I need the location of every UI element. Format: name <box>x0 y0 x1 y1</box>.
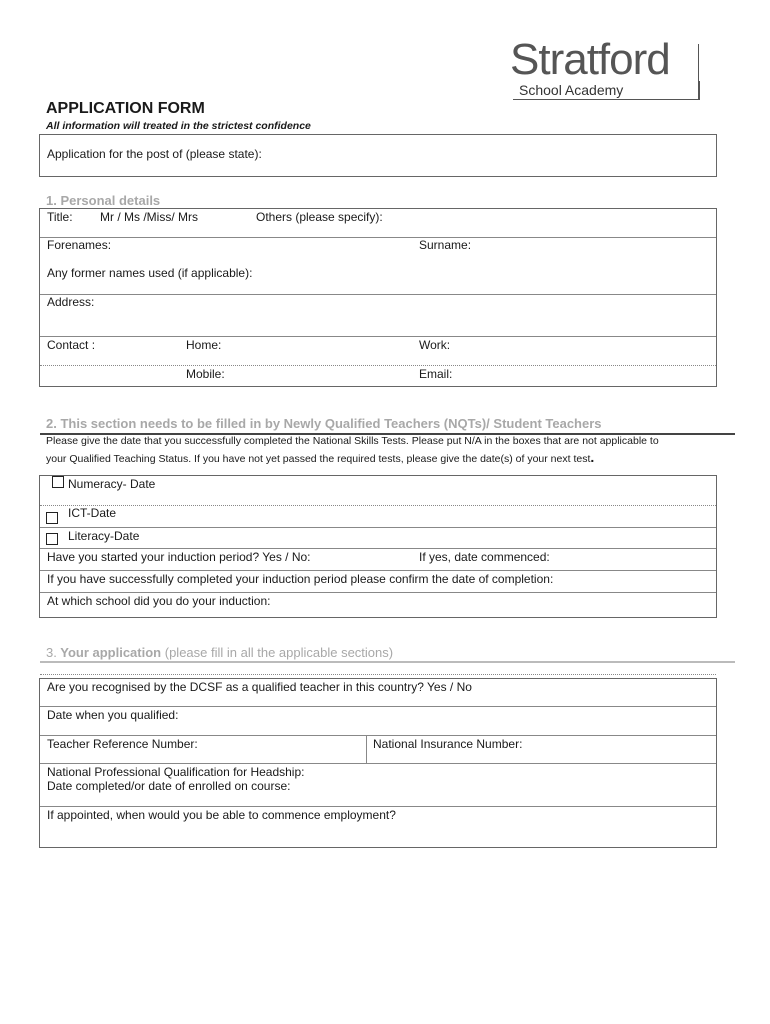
section2-note-period: . <box>590 449 595 465</box>
ni-label: National Insurance Number: <box>373 737 523 751</box>
ict-label: ICT-Date <box>68 506 117 520</box>
teacher-ref-label: Teacher Reference Number: <box>47 737 198 751</box>
surname-label: Surname: <box>419 238 472 252</box>
section3-heading-note: (please fill in all the applicable sections) <box>164 645 394 660</box>
section1-heading: 1. Personal details <box>46 193 161 208</box>
mobile-label: Mobile: <box>186 367 225 381</box>
row-divider <box>40 527 716 528</box>
forenames-label: Forenames: <box>47 238 112 252</box>
row-divider <box>40 706 716 707</box>
npqh-label: National Professional Qualification for Headship: <box>47 765 305 779</box>
section3-dotted-rule <box>40 674 716 675</box>
section2-note-line1: Please give the date that you successfully completed the National Skills Tests. Please put N/A in the boxes that are not applicable to <box>46 435 659 447</box>
row-divider <box>40 592 716 593</box>
induction-started-label: Have you started your induction period? Yes / No: <box>47 550 311 564</box>
row-divider <box>40 294 716 295</box>
literacy-label: Literacy-Date <box>68 529 140 543</box>
row-divider-dotted <box>40 505 716 506</box>
home-label: Home: <box>186 338 222 352</box>
date-commenced-label: If yes, date commenced: <box>419 550 550 564</box>
form-subtitle: All information will treated in the strictest confidence <box>46 120 311 132</box>
section3-heading-main: Your application <box>60 645 162 660</box>
title-options[interactable]: Mr / Ms /Miss/ Mrs <box>100 210 198 224</box>
induction-completed-label: If you have successfully completed your induction period please confirm the date of completion: <box>47 572 554 586</box>
row-divider <box>40 237 716 238</box>
contact-label: Contact : <box>47 338 96 352</box>
row-divider <box>40 806 716 807</box>
numeracy-label: Numeracy- Date <box>68 477 156 491</box>
section3-heading-number: 3. <box>46 645 57 660</box>
title-label: Title: <box>47 210 73 224</box>
section2-note-line2: your Qualified Teaching Status. If you have not yet passed the required tests, please give the date(s) of your next test. <box>46 449 595 465</box>
numeracy-checkbox[interactable] <box>52 476 64 488</box>
logo-subtitle: School Academy <box>519 82 624 98</box>
email-label: Email: <box>419 367 453 381</box>
others-label: Others (please specify): <box>256 210 383 224</box>
row-divider <box>40 735 716 736</box>
logo-wordmark: Stratford <box>510 35 670 84</box>
post-label: Application for the post of (please state): <box>47 147 262 161</box>
dcsf-label: Are you recognised by the DCSF as a qualified teacher in this country? Yes / No <box>47 680 472 694</box>
commence-label: If appointed, when would you be able to commence employment? <box>47 808 396 822</box>
work-label: Work: <box>419 338 451 352</box>
date-qualified-label: Date when you qualified: <box>47 708 179 722</box>
row-divider <box>40 548 716 549</box>
address-label: Address: <box>47 295 95 309</box>
literacy-checkbox[interactable] <box>46 533 58 545</box>
section2-heading: 2. This section needs to be filled in by Newly Qualified Teachers (NQTs)/ Student Teachers <box>46 416 602 431</box>
personal-details-table <box>39 208 717 387</box>
former-names-label: Any former names used (if applicable): <box>47 266 253 280</box>
row-divider <box>40 570 716 571</box>
section3-rule <box>40 661 735 663</box>
row-divider <box>40 763 716 764</box>
row-divider-dotted <box>40 365 716 366</box>
npqh-date-label: Date completed/or date of enrolled on course: <box>47 779 291 793</box>
ict-checkbox[interactable] <box>46 512 58 524</box>
form-title: APPLICATION FORM <box>46 100 205 117</box>
row-divider <box>40 336 716 337</box>
induction-school-label: At which school did you do your induction: <box>47 594 271 608</box>
section3-heading <box>46 645 393 660</box>
column-divider <box>366 735 367 763</box>
